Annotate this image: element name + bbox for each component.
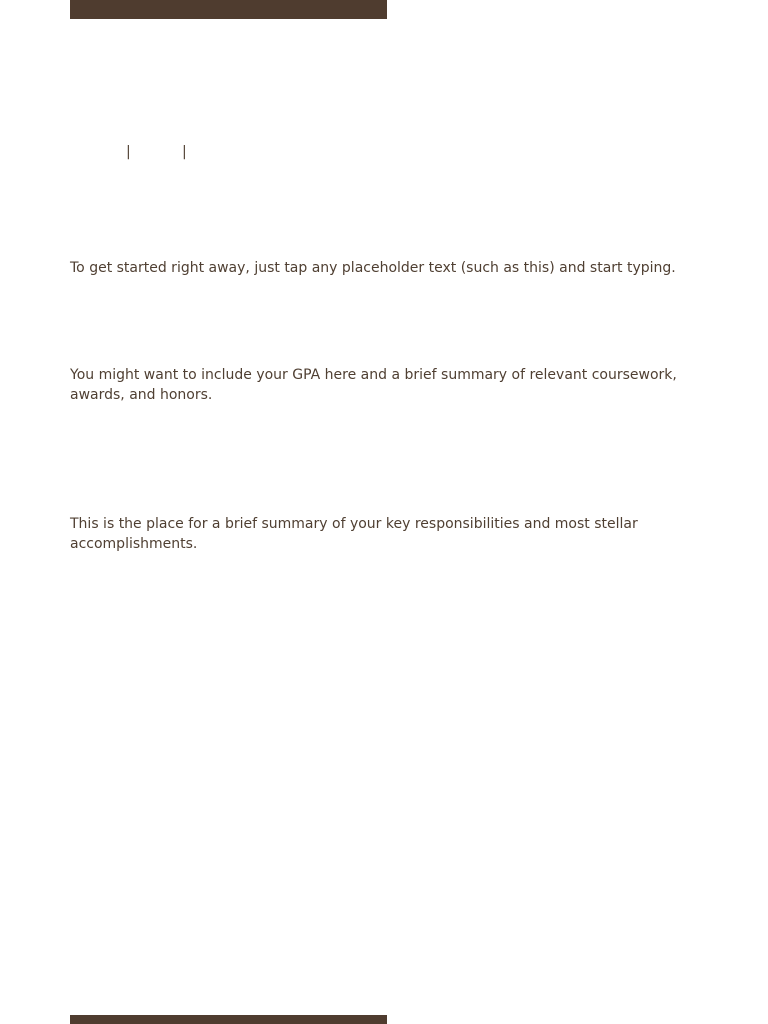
contact-separator: | xyxy=(182,144,187,160)
footer-accent-bar xyxy=(70,1015,387,1024)
experience-placeholder-text[interactable]: This is the place for a brief summary of your key responsibilities and most stellar accomplishments. xyxy=(70,516,638,552)
header-accent-bar xyxy=(70,0,387,19)
objective-placeholder-text[interactable]: To get started right away, just tap any placeholder text (such as this) and start typing. xyxy=(70,260,676,276)
education-placeholder-text[interactable]: You might want to include your GPA here and a brief summary of relevant coursework, awards, and honors. xyxy=(70,367,677,403)
contact-separator: | xyxy=(126,144,131,160)
contact-info-line xyxy=(70,143,187,161)
